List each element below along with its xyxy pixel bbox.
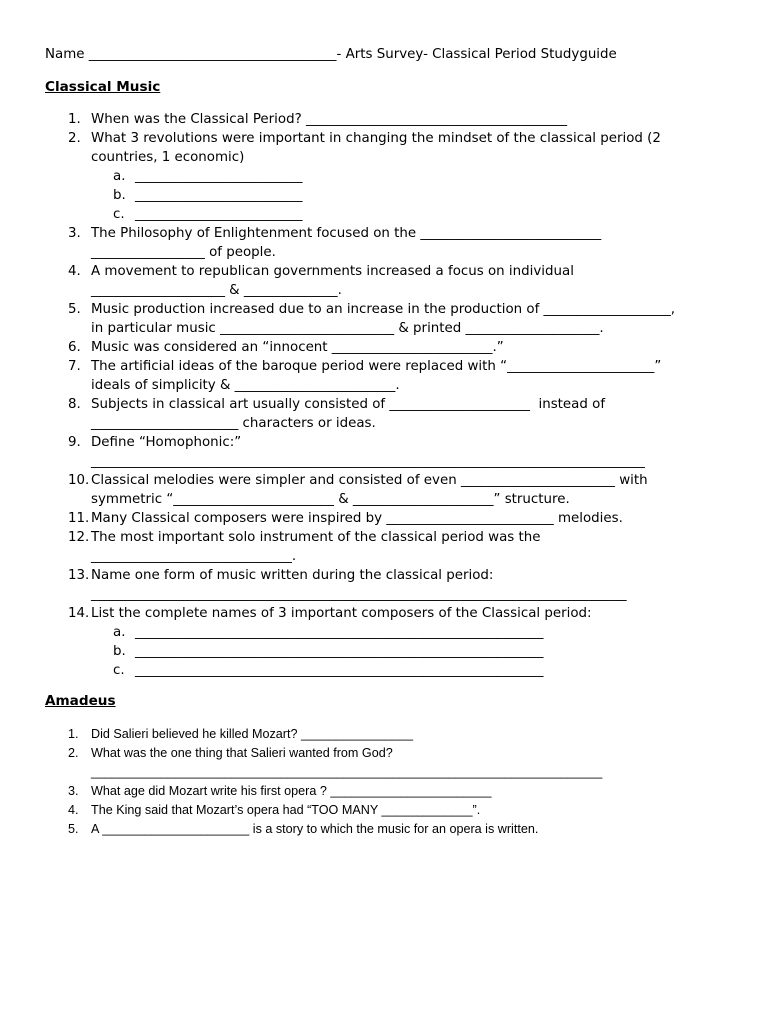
q8-text-cont: ______________________ characters or ideas. (91, 416, 376, 431)
q12-text: The most important solo instrument of the classical period was the (91, 530, 541, 545)
q14-sub-b-blank: _____________________________________________________________ (135, 644, 544, 659)
q2-sub-a-letter: a. (113, 169, 126, 184)
q12-number: 12. (68, 530, 90, 545)
q2-sub-b-letter: b. (113, 188, 126, 203)
q4-text-cont: ____________________ & ______________. (91, 283, 342, 298)
q3-text-cont: _________________ of people. (91, 245, 276, 260)
amadeus-q3-text: What age did Mozart write his first opera ? _______________________ (91, 784, 492, 798)
q14-number: 14. (68, 606, 90, 621)
q2-text-cont: countries, 1 economic) (91, 150, 245, 165)
amadeus-q4-number: 4. (68, 803, 79, 817)
section-title-classical-music: Classical Music (45, 79, 161, 95)
amadeus-q1-number: 1. (68, 727, 79, 741)
section-title-amadeus: Amadeus (45, 693, 116, 709)
q14-sub-b-letter: b. (113, 644, 126, 659)
q14-sub-c-letter: c. (113, 663, 125, 678)
amadeus-q4-text: The King said that Mozart’s opera had “TOO MANY _____________”. (91, 803, 481, 817)
amadeus-q1-text: Did Salieri believed he killed Mozart? ________________ (91, 727, 414, 741)
q14-text: List the complete names of 3 important composers of the Classical period: (91, 606, 592, 621)
q2-number: 2. (68, 131, 81, 146)
q11-number: 11. (68, 511, 90, 526)
q7-text-cont: ideals of simplicity & ________________________. (91, 378, 400, 393)
amadeus-q2-text: What was the one thing that Salieri wanted from God? (91, 746, 393, 760)
q2-sub-b-blank: _________________________ (135, 188, 303, 203)
q1-text: When was the Classical Period? _______________________________________ (91, 112, 568, 127)
name-header-line: Name _____________________________________- Arts Survey- Classical Period Studyguide (45, 47, 617, 62)
q2-sub-a-blank: _________________________ (135, 169, 303, 184)
q12-text-cont: ______________________________. (91, 549, 297, 564)
q6-text: Music was considered an “innocent ________________________.” (91, 340, 504, 355)
q13-text: Name one form of music written during the classical period: (91, 568, 494, 583)
amadeus-q2-answer-line: _________________________________________________________________________ (91, 765, 603, 779)
amadeus-q2-number: 2. (68, 746, 79, 760)
q11-text: Many Classical composers were inspired by _________________________ melodies. (91, 511, 623, 526)
q14-sub-a-blank: _____________________________________________________________ (135, 625, 544, 640)
q4-text: A movement to republican governments increased a focus on individual (91, 264, 574, 279)
q5-number: 5. (68, 302, 81, 317)
q1-number: 1. (68, 112, 81, 127)
q6-number: 6. (68, 340, 81, 355)
q7-text: The artificial ideas of the baroque period were replaced with “______________________” (91, 359, 662, 374)
q10-number: 10. (68, 473, 90, 488)
q2-text: What 3 revolutions were important in changing the mindset of the classical period (2 (91, 131, 661, 146)
q8-number: 8. (68, 397, 81, 412)
q10-text-cont: symmetric “________________________ & _____________________” structure. (91, 492, 570, 507)
q3-text: The Philosophy of Enlightenment focused on the ___________________________ (91, 226, 602, 241)
q13-number: 13. (68, 568, 90, 583)
q5-text-cont: in particular music __________________________ & printed ____________________. (91, 321, 604, 336)
q10-text: Classical melodies were simpler and consisted of even _______________________ with (91, 473, 648, 488)
q8-text: Subjects in classical art usually consisted of _____________________ instead of (91, 397, 606, 412)
q13-answer-line: ________________________________________________________________________________ (91, 587, 627, 602)
amadeus-q3-number: 3. (68, 784, 79, 798)
q9-number: 9. (68, 435, 81, 450)
amadeus-q5-number: 5. (68, 822, 79, 836)
q2-sub-c-blank: _________________________ (135, 207, 303, 222)
q14-sub-a-letter: a. (113, 625, 126, 640)
q7-number: 7. (68, 359, 81, 374)
q3-number: 3. (68, 226, 81, 241)
q14-sub-c-blank: _____________________________________________________________ (135, 663, 544, 678)
q9-answer-line: ____________________________________________________________________________________ (91, 454, 645, 469)
q2-sub-c-letter: c. (113, 207, 125, 222)
q9-text: Define “Homophonic:” (91, 435, 242, 450)
q5-text: Music production increased due to an increase in the production of ___________________, (91, 302, 676, 317)
amadeus-q5-text: A _____________________ is a story to which the music for an opera is written. (91, 822, 539, 836)
q4-number: 4. (68, 264, 81, 279)
